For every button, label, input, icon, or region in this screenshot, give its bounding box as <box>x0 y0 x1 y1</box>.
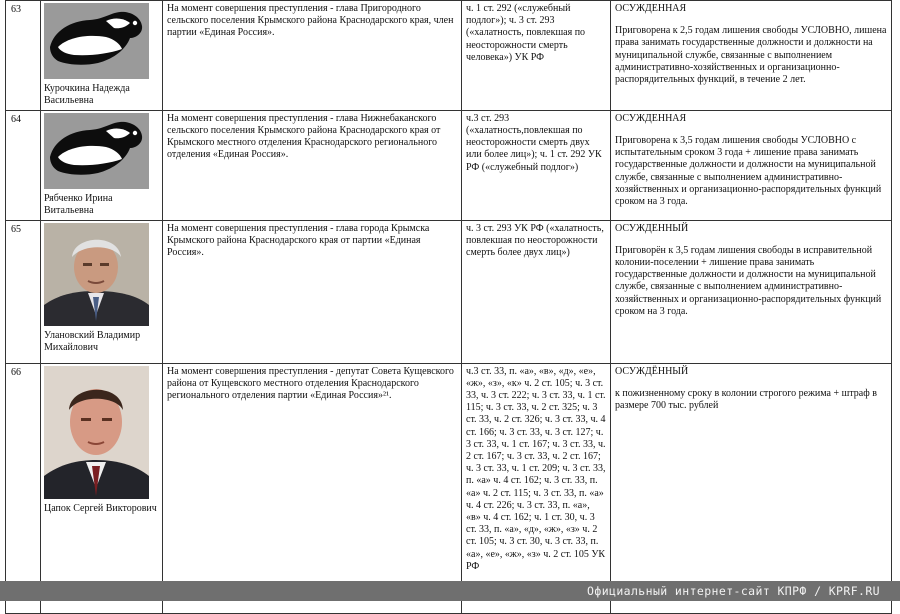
photo-cell <box>41 220 163 363</box>
position-cell: На момент совершения преступления - глава Нижнебаканского сельского поселения Крымского района Краснодарского края от Крымского местного отделения Краснодарского регионального отделения «Единая Россия». <box>163 110 462 220</box>
person-name: Цапок Сергей Викторович <box>44 502 157 514</box>
verdict-cell <box>611 1 892 111</box>
status-label: ОСУЖДЁННЫЙ <box>615 365 689 377</box>
portrait-photo <box>44 223 149 326</box>
footer-watermark-bar <box>0 581 900 601</box>
position-cell: На момент совершения преступления - глава города Крымска Крымского района Краснодарского края от партии «Единая Россия». <box>163 220 462 363</box>
articles-cell: ч. 3 ст. 293 УК РФ («халатность, повлекшая по неосторожности смерть более двух лиц») <box>462 220 611 363</box>
verdict-cell <box>611 220 892 363</box>
status-label: ОСУЖДЕННЫЙ <box>615 222 689 234</box>
person-name: Рябченко Ирина Витальевна <box>44 192 113 217</box>
articles-cell: ч. 1 ст. 292 («служебный подлог»); ч. 3 ст. 293 («халатность, повлекшая по неосторожности смерть человека») УК РФ <box>462 1 611 111</box>
portrait-photo <box>44 366 149 499</box>
bear-logo <box>44 3 149 79</box>
articles-cell: ч.3 ст. 293 («халатность,повлекшая по неосторожности смерть двух или более лиц»); ч. 1 ст. 292 УК РФ («служебный подлог») <box>462 110 611 220</box>
sentence-text: к пожизненному сроку в колонии строгого режима + штраф в размере 700 тыс. рублей <box>615 387 877 412</box>
status-label: ОСУЖДЕННАЯ <box>615 112 687 124</box>
row-number: 63 <box>6 1 41 111</box>
status-label: ОСУЖДЕННАЯ <box>615 3 687 14</box>
position-cell: На момент совершения преступления - депутат Совета Кущевского района от Кущевского местного отделения Краснодарского регионального отделения партии «Единая Россия»²¹. <box>163 363 462 613</box>
convictions-table <box>5 0 892 614</box>
sentence-text: Приговорён к 3,5 годам лишения свободы в исправительной колонии-поселении + лишение права занимать государственные должности и должности на муниципальной службе, связанные с выполнением административно-хозяйственных и организационно-распорядительных функций сроком на 3 года. <box>615 244 882 317</box>
sentence-text: Приговорена к 3,5 годам лишения свободы УСЛОВНО с испытательным сроком 3 года + лишение права занимать государственные должности и должности на муниципальной службе, связанные с выполнением административно-хозяйственных и организационно-распорядительных функций сроком на 3 года. <box>615 135 882 208</box>
table-row <box>6 220 892 363</box>
row-number: 65 <box>6 220 41 363</box>
articles-cell: ч.3 ст. 33, п. «а», «в», «д», «е», «ж», «з», «к» ч. 2 ст. 105; ч. 3 ст. 33, ч. 3 ст. 222; ч. 3 ст. 33, ч. 1 ст. 115; ч. 3 ст. 33, ч. 2 ст. 325; ч. 3 ст. 33, ч. 2 ст. 326; ч. 3 ст. 33, ч. 4 ст. 166; ч. 3 ст. 33, ч. 3 ст. 127; ч. 3 ст. 33, ч. 1 ст. 167; ч. 3 ст. 33, ч. 2 ст. 167; ч. 3 ст. 33, ч. 2 ст. 167; ч. 3 ст. 33, ч. 1 ст. 209; ч. 3 ст. 33, п. «а» ч. 4 ст. 162; ч. 3 ст. 33, п. «а» ч. 2 ст. 115; ч. 3 ст. 33, п. «а» ч. 4 ст. 226; ч. 3 ст. 33, п. «а», «в» ч. 4 ст. 162; ч. 1 ст. 30, ч. 3 ст. 33, п. «а», «д», «ж», «з» ч. 2 ст. 105; ч. 3 ст. 30, ч. 3 ст. 33, п. «а», «е», «ж», «з» ч. 2 ст. 105 УК РФ <box>462 363 611 613</box>
verdict-cell <box>611 110 892 220</box>
sentence-text: Приговорена к 2,5 годам лишения свободы УСЛОВНО, лишена права занимать государственные должности и должности на муниципальной службе, связанные с выполнением административно-хозяйственных и организационно-распорядительных функций, в течение 2 лет. <box>615 25 887 86</box>
table-row <box>6 363 892 613</box>
row-number: 66 <box>6 363 41 613</box>
person-name: Курочкина Надежда Васильевна <box>44 83 130 107</box>
table-row <box>6 110 892 220</box>
photo-cell <box>41 363 163 613</box>
bear-logo <box>44 113 149 189</box>
verdict-cell <box>611 363 892 613</box>
photo-cell <box>41 1 163 111</box>
site-watermark: Официальный интернет-сайт КПРФ / KPRF.RU <box>587 584 880 598</box>
person-name: Улановский Владимир Михайлович <box>44 329 141 354</box>
row-number: 64 <box>6 110 41 220</box>
table-row <box>6 1 892 111</box>
position-cell: На момент совершения преступления - глава Пригородного сельского поселения Крымского района Краснодарского края, член партии «Единая Россия». <box>163 1 462 111</box>
photo-cell <box>41 110 163 220</box>
